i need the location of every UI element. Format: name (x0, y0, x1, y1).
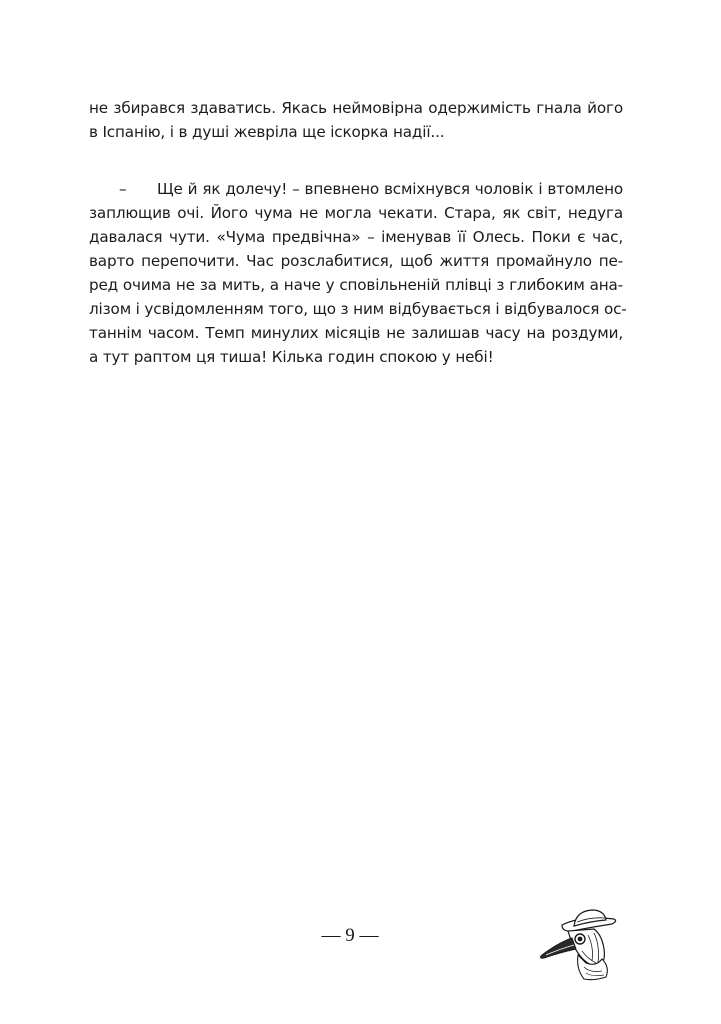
text-line: таннім часом. Темп минулих місяців не залишав часу на роздуми, (89, 324, 623, 342)
text-line: давалася чути. «Чума предвічна» – іменував її Олесь. Поки є час, (89, 228, 623, 246)
text-line: не збирався здаватись. Якась неймовірна одержимість гнала його (89, 99, 623, 117)
paragraph-1 (89, 96, 623, 144)
page-number: — 9 — (321, 925, 379, 946)
paragraph-2 (89, 177, 627, 369)
body-text (89, 96, 627, 369)
text-line: в Іспанію, і в душі жевріла ще іскорка надії... (89, 123, 445, 141)
text-line: ред очима не за мить, а наче у сповільненій плівці з глибоким ана- (89, 276, 623, 294)
text-line: заплющив очі. Його чума не могла чекати. Стара, як світ, недуга (89, 204, 623, 222)
text-line: варто перепочити. Час розслабитися, щоб життя промайнуло пе- (89, 252, 623, 270)
text-line: Ще й як долечу! – впевнено всміхнувся чоловік і втомлено (157, 180, 623, 198)
paragraph-spacer (89, 144, 623, 177)
text-line: а тут раптом ця тиша! Кілька годин спокою у небі! (89, 348, 494, 366)
plague-doctor-mask-icon (532, 905, 622, 983)
text-line: лізом і усвідомленням того, що з ним відбувається і відбувалося ос- (89, 300, 627, 318)
dialogue-first-line (89, 177, 623, 201)
dialogue-dash: – (119, 180, 127, 198)
